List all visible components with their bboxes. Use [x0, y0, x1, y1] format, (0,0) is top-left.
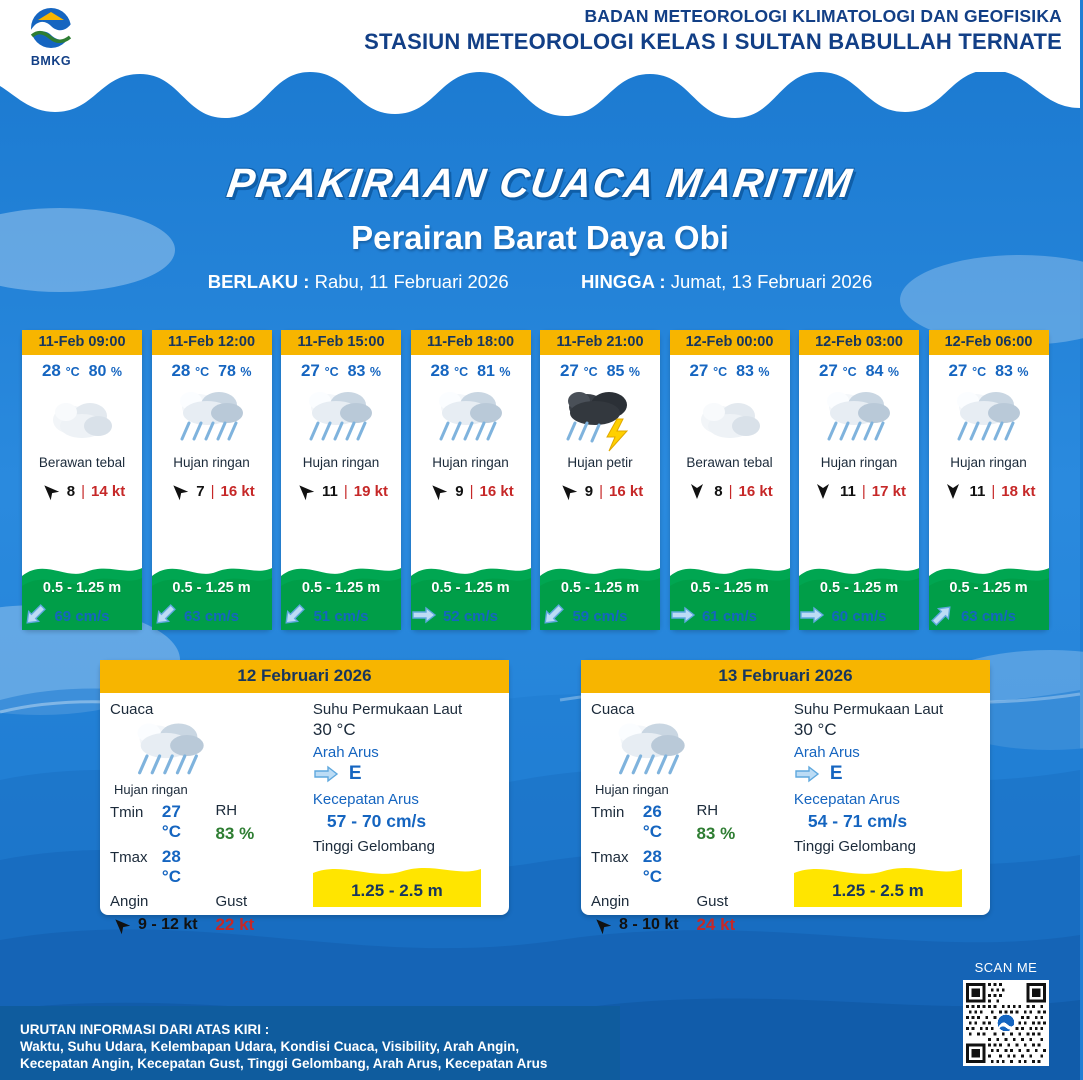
hourly-card [670, 330, 790, 630]
daily-date: 12 Februari 2026 [100, 660, 509, 693]
hourly-wave-block [411, 546, 531, 630]
daily-tmin-label: Tmin [591, 804, 625, 821]
daily-weather-label: Cuaca [591, 701, 635, 718]
page-subtitle: Perairan Barat Daya Obi [351, 219, 729, 256]
hourly-wave-height: 0.5 - 1.25 m [560, 580, 640, 596]
daily-condition: Hujan ringan [114, 782, 188, 797]
daily-tmin-value: 27 °C [161, 802, 181, 841]
daily-gust-label: Gust [696, 893, 729, 910]
daily-card [581, 660, 990, 934]
hourly-weather-icon [411, 381, 531, 455]
hourly-temp-rh [152, 355, 272, 381]
hourly-gust: 16 kt [220, 482, 255, 500]
hourly-gust: 16 kt [479, 482, 514, 500]
hourly-current [799, 608, 919, 625]
daily-current-dir-value: E [829, 763, 843, 784]
hourly-wind [670, 480, 790, 502]
page-header [0, 0, 1080, 72]
daily-gust-row [215, 915, 306, 935]
hourly-condition: Berawan tebal [686, 455, 773, 470]
daily-sst-label: Suhu Permukaan Laut [793, 701, 944, 718]
hourly-time: 11-Feb 18:00 [411, 330, 531, 355]
hourly-current [540, 608, 660, 625]
daily-tmax-value: 28 °C [161, 847, 181, 886]
page-title: PRAKIRAAN CUACA MARITIM [224, 160, 856, 206]
title-block [0, 160, 1080, 293]
valid-until-label: HINGGA : [580, 271, 666, 292]
hourly-current [281, 608, 401, 625]
daily-current-dir-row [313, 763, 499, 785]
arrow-wind-s-icon [812, 480, 834, 502]
hourly-forecast-row [22, 330, 1062, 630]
arrow-current-sw-icon [540, 605, 566, 625]
hourly-wind-speed: 9 [455, 482, 464, 500]
daily-wind-row [110, 914, 201, 936]
hourly-wave-block [540, 546, 660, 630]
rain-light-icon [428, 383, 514, 453]
hourly-current-speed: 63 cm/s [183, 608, 240, 625]
arrow-wind-nw-icon [110, 914, 132, 936]
hourly-condition: Berawan tebal [38, 455, 126, 470]
hourly-wind-separator: | [81, 482, 86, 500]
arrow-wind-nw-icon [427, 480, 449, 502]
header-line-2: STASIUN METEOROLOGI KELAS I SULTAN BABULLAH TERNATE [364, 29, 1062, 54]
hourly-temp-rh [670, 355, 790, 381]
hourly-card [799, 330, 919, 630]
hourly-wind-speed: 9 [584, 482, 594, 500]
cloud-thick-icon [694, 390, 766, 446]
daily-current-speed-value: 57 - 70 cm/s [326, 811, 427, 831]
hourly-wave-height: 0.5 - 1.25 m [949, 580, 1028, 596]
daily-date: 13 Februari 2026 [581, 660, 990, 693]
daily-current-dir-row [794, 763, 980, 785]
arrow-current-sw-icon [281, 605, 307, 625]
hourly-weather-icon [152, 381, 272, 455]
hourly-temp-rh [540, 355, 660, 381]
hourly-humidity: 83 % [736, 363, 770, 380]
bmkg-logo-icon [14, 6, 88, 54]
hourly-current [411, 608, 531, 625]
daily-wave-badge [794, 861, 962, 907]
hourly-condition: Hujan ringan [432, 455, 509, 470]
hourly-gust: 18 kt [1001, 482, 1036, 500]
hourly-wind [22, 480, 142, 502]
hourly-humidity: 85 % [606, 363, 641, 380]
hourly-weather-icon [22, 381, 142, 455]
daily-rh-value: 83 % [215, 824, 255, 843]
hourly-humidity: 78 % [218, 363, 252, 380]
hourly-weather-icon [929, 381, 1049, 455]
hourly-temp: 28 °C [430, 361, 469, 380]
hourly-temp: 27 °C [818, 361, 857, 380]
hourly-wind [540, 480, 660, 502]
hourly-wind-separator: | [343, 482, 348, 500]
hourly-wind [152, 480, 272, 502]
hourly-wind-separator: | [991, 482, 996, 500]
hourly-time: 11-Feb 15:00 [281, 330, 401, 355]
hourly-wind-separator: | [728, 482, 733, 500]
hourly-weather-icon [540, 381, 660, 455]
daily-current-dir-label: Arah Arus [312, 744, 379, 761]
qr-code[interactable] [963, 980, 1049, 1066]
hourly-card [540, 330, 660, 630]
hourly-wave-height: 0.5 - 1.25 m [431, 580, 510, 596]
hourly-current-speed: 63 cm/s [960, 608, 1017, 625]
arrow-wind-nw-icon [168, 480, 190, 502]
hourly-humidity: 83 % [347, 363, 382, 380]
daily-wind-value: 9 - 12 kt [138, 916, 198, 933]
hourly-time: 11-Feb 12:00 [152, 330, 272, 355]
hourly-humidity: 81 % [477, 363, 511, 380]
daily-wind-row [591, 914, 682, 936]
hourly-wave-block [22, 546, 142, 630]
daily-current-dir-value: E [348, 763, 362, 784]
hourly-time: 11-Feb 09:00 [22, 330, 142, 355]
daily-weather-icon [591, 718, 788, 784]
hourly-wind [411, 480, 531, 502]
daily-rh-value-row [215, 824, 306, 844]
daily-card [100, 660, 509, 934]
daily-tmax-label: Tmax [110, 849, 148, 866]
hourly-current-speed: 52 cm/s [442, 608, 499, 625]
hourly-temp: 27 °C [559, 361, 598, 380]
hourly-wind [929, 480, 1049, 502]
footer-line-1: URUTAN INFORMASI DARI ATAS KIRI : [20, 1022, 270, 1037]
hourly-wave-block [152, 546, 272, 630]
hourly-current-speed: 59 cm/s [572, 608, 628, 625]
thunderstorm-icon [557, 383, 643, 453]
hourly-weather-icon [799, 381, 919, 455]
arrow-wind-nw-icon [39, 480, 61, 502]
hourly-current-speed: 60 cm/s [831, 608, 887, 625]
valid-until-value: Jumat, 13 Februari 2026 [670, 271, 873, 292]
hourly-wave-block [670, 546, 790, 630]
hourly-gust: 17 kt [871, 482, 906, 500]
daily-tmax-row [591, 847, 682, 887]
daily-tmin-row [591, 802, 682, 842]
hourly-wind-speed: 11 [969, 482, 986, 500]
daily-rh-row [696, 802, 787, 819]
hourly-wind-separator: | [861, 482, 866, 500]
daily-wave-value: 1.25 - 2.5 m [351, 881, 443, 900]
daily-gust-label: Gust [215, 893, 248, 910]
hourly-time: 11-Feb 21:00 [540, 330, 660, 355]
header-line-1: BADAN METEOROLOGI KLIMATOLOGI DAN GEOFISIKA [584, 6, 1062, 26]
rain-light-icon [607, 714, 697, 788]
arrow-current-ne-icon [929, 605, 955, 625]
arrow-wind-s-icon [686, 480, 708, 502]
valid-from-label: BERLAKU : [207, 271, 310, 292]
hourly-condition: Hujan ringan [302, 455, 380, 470]
hourly-gust: 14 kt [91, 482, 126, 500]
daily-tmax-value: 28 °C [642, 847, 662, 886]
daily-wave-label: Tinggi Gelombang [793, 838, 916, 855]
cloud-thick-icon [46, 390, 118, 446]
hourly-temp: 28 °C [171, 361, 210, 380]
qr-code-icon [966, 983, 1046, 1063]
hourly-condition: Hujan ringan [820, 455, 898, 470]
daily-sst-value: 30 °C [793, 720, 837, 739]
hourly-gust: 19 kt [353, 482, 388, 500]
hourly-humidity: 80 % [88, 363, 123, 380]
arrow-current-sw-icon [152, 605, 178, 625]
hourly-temp: 27 °C [689, 361, 728, 380]
arrow-current-e-icon [313, 764, 339, 784]
hourly-current [929, 608, 1049, 625]
hourly-current-speed: 61 cm/s [701, 608, 758, 625]
hourly-wave-block [799, 546, 919, 630]
hourly-temp: 27 °C [948, 361, 987, 380]
hourly-wind-speed: 8 [714, 482, 723, 500]
daily-wind-value: 8 - 10 kt [619, 916, 679, 933]
hourly-wave-height: 0.5 - 1.25 m [819, 580, 899, 596]
header-institution [364, 6, 1062, 55]
hourly-temp-rh [281, 355, 401, 381]
footer-legend [20, 1021, 547, 1072]
daily-rh-value: 83 % [696, 824, 736, 843]
daily-rh-row [215, 802, 306, 819]
daily-tmax-row [110, 847, 201, 887]
bmkg-logo [14, 6, 88, 68]
daily-weather-icon [110, 718, 307, 784]
hourly-current [670, 608, 790, 625]
hourly-temp-rh [22, 355, 142, 381]
daily-wind-label: Angin [591, 893, 630, 910]
hourly-card [22, 330, 142, 630]
hourly-humidity: 83 % [995, 363, 1029, 380]
daily-current-speed-value: 54 - 71 cm/s [807, 811, 908, 831]
daily-tmin-row [110, 802, 201, 842]
bmkg-logo-label: BMKG [30, 54, 72, 68]
valid-from-value: Rabu, 11 Februari 2026 [314, 271, 509, 292]
hourly-time: 12-Feb 03:00 [799, 330, 919, 355]
hourly-wind-speed: 11 [322, 482, 338, 500]
hourly-card [929, 330, 1049, 630]
daily-weather-label: Cuaca [110, 701, 154, 718]
arrow-wind-nw-icon [557, 480, 579, 502]
hourly-gust: 16 kt [738, 482, 773, 500]
daily-wave-value: 1.25 - 2.5 m [832, 881, 924, 900]
daily-rh-label: RH [215, 802, 238, 819]
hourly-card [281, 330, 401, 630]
hourly-wind-separator: | [599, 482, 604, 500]
hourly-wind [799, 480, 919, 502]
daily-wind-label: Angin [110, 893, 149, 910]
daily-rh-value-row [696, 824, 787, 844]
hourly-wind-speed: 11 [840, 482, 856, 500]
hourly-humidity: 84 % [865, 363, 900, 380]
hourly-wind-speed: 8 [66, 482, 76, 500]
hourly-temp-rh [929, 355, 1049, 381]
daily-current-speed-label: Kecepatan Arus [793, 791, 900, 808]
arrow-current-e-icon [411, 605, 437, 625]
hourly-wave-height: 0.5 - 1.25 m [301, 580, 381, 596]
daily-tmin-label: Tmin [110, 804, 144, 821]
hourly-current-speed: 51 cm/s [313, 608, 369, 625]
hourly-temp-rh [799, 355, 919, 381]
rain-light-icon [298, 383, 384, 453]
hourly-wind-separator: | [210, 482, 215, 500]
scan-me-block [958, 960, 1054, 1066]
hourly-wind-separator: | [469, 482, 474, 500]
arrow-current-e-icon [799, 605, 825, 625]
hourly-time: 12-Feb 00:00 [670, 330, 790, 355]
daily-gust-value: 24 kt [696, 915, 736, 934]
daily-wave-badge [313, 861, 481, 907]
arrow-wind-nw-icon [591, 914, 613, 936]
hourly-card [411, 330, 531, 630]
hourly-wave-height: 0.5 - 1.25 m [690, 580, 769, 596]
daily-current-speed-label: Kecepatan Arus [312, 791, 419, 808]
hourly-time: 12-Feb 06:00 [929, 330, 1049, 355]
hourly-condition: Hujan ringan [950, 455, 1027, 470]
hourly-weather-icon [670, 381, 790, 455]
rain-light-icon [816, 383, 902, 453]
hourly-current [152, 608, 272, 625]
hourly-condition: Hujan petir [567, 455, 633, 470]
hourly-weather-icon [281, 381, 401, 455]
hourly-temp: 28 °C [41, 361, 80, 380]
hourly-current-speed: 69 cm/s [54, 608, 110, 625]
scan-me-label: SCAN ME [974, 960, 1038, 975]
daily-gust-row [696, 915, 787, 935]
hourly-wave-block [281, 546, 401, 630]
rain-light-icon [169, 383, 255, 453]
rain-light-icon [946, 383, 1032, 453]
hourly-wind [281, 480, 401, 502]
hourly-temp-rh [411, 355, 531, 381]
rain-light-icon [126, 714, 216, 788]
hourly-current [22, 608, 142, 625]
arrow-wind-nw-icon [294, 480, 316, 502]
daily-sst-label: Suhu Permukaan Laut [312, 701, 463, 718]
hourly-wave-height: 0.5 - 1.25 m [172, 580, 251, 596]
daily-wave-label: Tinggi Gelombang [312, 838, 435, 855]
arrow-current-e-icon [794, 764, 820, 784]
hourly-condition: Hujan ringan [173, 455, 250, 470]
daily-condition: Hujan ringan [595, 782, 669, 797]
daily-current-dir-label: Arah Arus [793, 744, 860, 761]
daily-gust-value: 22 kt [215, 915, 255, 934]
daily-tmin-value: 26 °C [642, 802, 662, 841]
footer-line-2: Waktu, Suhu Udara, Kelembapan Udara, Kondisi Cuaca, Visibility, Arah Angin, [20, 1039, 520, 1054]
hourly-wind-speed: 7 [196, 482, 205, 500]
footer-line-3: Kecepatan Angin, Kecepatan Gust, Tinggi Gelombang, Arah Arus, Kecepatan Arus [20, 1056, 548, 1071]
daily-sst-value: 30 °C [312, 720, 356, 739]
daily-tmax-label: Tmax [591, 849, 629, 866]
hourly-wave-block [929, 546, 1049, 630]
hourly-card [152, 330, 272, 630]
hourly-gust: 16 kt [609, 482, 644, 500]
daily-rh-label: RH [696, 802, 719, 819]
arrow-current-sw-icon [22, 605, 48, 625]
hourly-temp: 27 °C [300, 361, 339, 380]
validity-range [0, 271, 1080, 293]
daily-forecast-row [100, 660, 990, 934]
hourly-wave-height: 0.5 - 1.25 m [42, 580, 122, 596]
arrow-current-e-icon [670, 605, 696, 625]
arrow-wind-s-icon [942, 480, 964, 502]
